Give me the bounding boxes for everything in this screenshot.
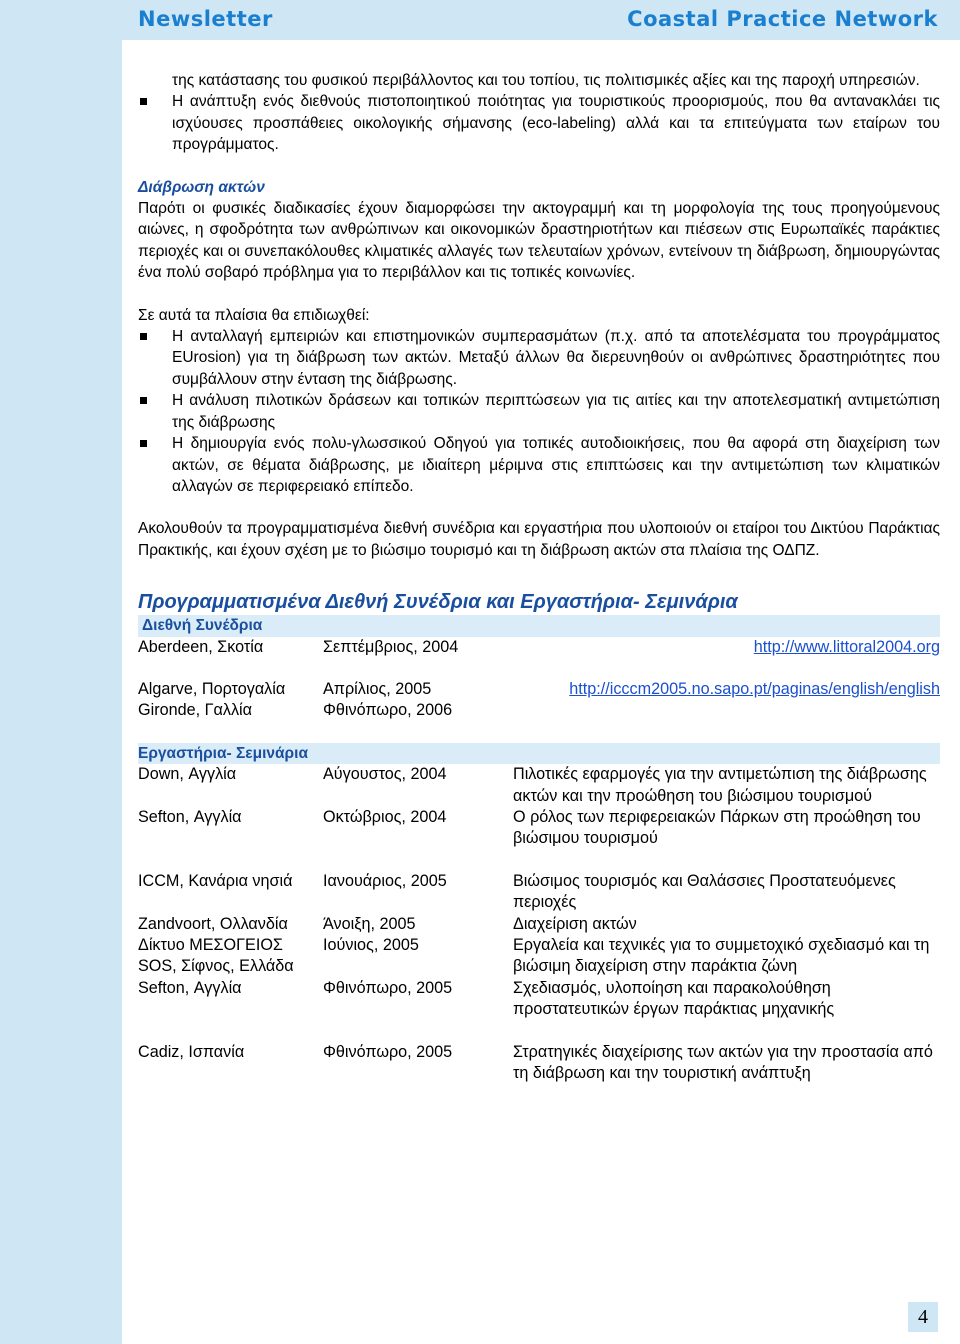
bullet-text: Η ανάπτυξη ενός διεθνούς πιστοποιητικού ποιότητας για τουριστικούς προορισμούς, που θα αντανακλάει τις ισχύουσες προσπάθειες οικολογικής σήμανσης (eco-labeling) αλλά και τα επιτεύγματα των εταίρων του προγράμματος. — [172, 93, 940, 154]
table-row — [138, 637, 940, 658]
place-cell: Zandvoort, Ολλανδία — [138, 914, 288, 933]
list-item — [138, 326, 940, 390]
conferences-label: Διεθνή Συνέδρια — [142, 617, 263, 635]
erosion-heading: Διάβρωση ακτών — [138, 178, 265, 196]
place-cell: ICCM, Κανάρια νησιά — [138, 871, 293, 890]
date-cell: Ιούνιος, 2005 — [323, 936, 419, 954]
left-decorative-bar — [0, 0, 122, 1344]
date-cell: Φθινόπωρο, 2005 — [323, 978, 453, 997]
erosion-body: Παρότι οι φυσικές διαδικασίες έχουν διαμορφώσει την ακτογραμμή και τη μορφολογία της τους προηγούμενους αιώνες, η σφοδρότητα των ανθρώπινων και οικονομικών δραστηριοτήτων και πιέσεων στις Ευρωπαϊκές παράκτιες περιοχές και οι συνεπακόλουθες κλιματικές αλλαγές των τελευταίων χρόνων, εντείνουν τη διάβρωση, δημιουργώντας ένα πολύ σοβαρό πρόβλημα για το περιβάλλον και τις τοπικές κοινωνίες. — [138, 200, 940, 282]
place-cell: Sefton, Αγγλία — [138, 807, 242, 826]
table-row — [138, 935, 940, 978]
conference-link[interactable]: http://www.littoral2004.org — [753, 637, 940, 656]
erosion-lead: Σε αυτά τα πλαίσια θα επιδιωχθεί: — [138, 306, 370, 324]
place-cell: Down, Αγγλία — [138, 765, 237, 784]
page-number: 4 — [908, 1302, 938, 1332]
bullet-text: Η δημιουργία ενός πολυ-γλωσσικού Οδηγού για τοπικές αυτοδιοικήσεις, που θα αφορά στη διαχείριση των ακτών, σε θέματα διάβρωσης, με ιδιαίτερη μέριμνα στις επιπτώσεις και την αντιμετώπιση των κλιματικών αλλαγών σε περιφερειακό επίπεδο. — [172, 435, 940, 495]
network-title: Coastal Practice Network — [627, 7, 938, 31]
workshops-label: Εργαστήρια- Σεμινάρια — [138, 744, 308, 762]
newsletter-title: Newsletter — [138, 7, 273, 31]
table-row — [138, 700, 940, 721]
topic-cell: Ο ρόλος των περιφερειακών Πάρκων στη προώθηση του βιώσιμου τουρισμού — [513, 807, 921, 848]
date-cell: Απρίλιος, 2005 — [323, 679, 432, 698]
table-row — [138, 978, 940, 1021]
place-cell: Algarve, Πορτογαλία — [138, 679, 286, 698]
date-cell: Ιανουάριος, 2005 — [323, 871, 447, 890]
group-row — [138, 615, 940, 636]
topic-cell: Σχεδιασμός, υλοποίηση και παρακολούθηση προστατευτικών έργων παράκτιας μηχανικής — [513, 978, 835, 1019]
intro-bullets — [138, 91, 940, 155]
bullet-text: Η ανάλυση πιλοτικών δράσεων και τοπικών περιπτώσεων για τις αιτίες και την αποτελεσματική αντιμετώπιση της διάβρωσης — [172, 392, 940, 431]
bullet-icon — [140, 333, 147, 340]
content — [138, 70, 940, 1084]
date-cell: Φθινόπωρο, 2005 — [323, 1042, 453, 1061]
date-cell: Αύγουστος, 2004 — [323, 765, 447, 784]
topic-cell: Πιλοτικές εφαρμογές για την αντιμετώπιση της διάβρωσης ακτών και την προώθηση του βιώσιμου τουρισμού — [513, 765, 927, 805]
events-table — [138, 615, 940, 1084]
table-row — [138, 914, 940, 935]
table-row — [138, 871, 940, 914]
place-cell: Δίκτυο ΜΕΣΟΓΕΙΟΣ SOS, Σίφνος, Ελλάδα — [138, 936, 294, 976]
list-item — [138, 91, 940, 155]
bullet-icon — [140, 98, 147, 105]
table-row — [138, 1042, 940, 1085]
topic-cell: Διαχείριση ακτών — [513, 914, 637, 933]
bullet-icon — [140, 440, 147, 447]
topic-cell: Εργαλεία και τεχνικές για το συμμετοχικό σχεδιασμό και τη βιώσιμη διαχείριση στην παράκτια ζώνη — [513, 936, 930, 976]
date-cell: Άνοιξη, 2005 — [323, 914, 416, 933]
place-cell: Sefton, Αγγλία — [138, 978, 242, 997]
table-row — [138, 807, 940, 850]
bullet-text: Η ανταλλαγή εμπειριών και επιστημονικών συμπερασμάτων (π.χ. από τα αποτελέσματα του προγράμματος EUrosion) για τη διάβρωση των ακτών. — [172, 328, 940, 367]
table-row — [138, 679, 940, 700]
topic-cell: Στρατηγικές διαχείρισης των ακτών για την προστασία από τη διάβρωση και την τουριστική ανάπτυξη — [513, 1042, 933, 1083]
events-heading: Προγραμματισμένα Διεθνή Συνέδρια και Εργαστήρια- Σεμινάρια — [138, 591, 738, 614]
place-cell: Aberdeen, Σκοτία — [138, 637, 264, 656]
header-bar — [0, 0, 960, 40]
bullet-icon — [140, 397, 147, 404]
group-row — [138, 743, 940, 764]
date-cell: Φθινόπωρο, 2006 — [323, 701, 453, 720]
erosion-closing: Ακολουθούν τα προγραμματισμένα διεθνή συνέδρια και εργαστήρια που υλοποιούν οι εταίροι του Δικτύου Παράκτιας Πρακτικής, και έχουν σχέση με το βιώσιμο τουρισμό και τη διάβρωση ακτών στα πλαίσια της ΟΔΠΖ. — [138, 520, 940, 559]
topic-cell: Βιώσιμος τουρισμός και Θαλάσσιες Προστατευόμενες περιοχές — [513, 871, 896, 912]
place-cell: Cadiz, Ισπανία — [138, 1042, 245, 1061]
intro-continuation: της κατάστασης του φυσικού περιβάλλοντος και του τοπίου, τις πολιτισμικές αξίες και της παροχή υπηρεσιών. — [172, 72, 920, 89]
erosion-bullets — [138, 326, 940, 497]
list-item — [138, 433, 940, 497]
date-cell: Οκτώβριος, 2004 — [323, 807, 447, 826]
place-cell: Gironde, Γαλλία — [138, 701, 253, 720]
list-item — [138, 390, 940, 433]
conference-link[interactable]: http://icccm2005.no.sapo.pt/paginas/english/english — [569, 679, 940, 698]
table-row — [138, 764, 940, 807]
date-cell: Σεπτέμβριος, 2004 — [323, 637, 459, 656]
bullet-text-tail: Μεταξύ άλλων θα διερευνηθούν οι ανθρώπινες δραστηριότητες που συμβάλλουν στην ένταση της διάβρωσης. — [172, 349, 940, 388]
